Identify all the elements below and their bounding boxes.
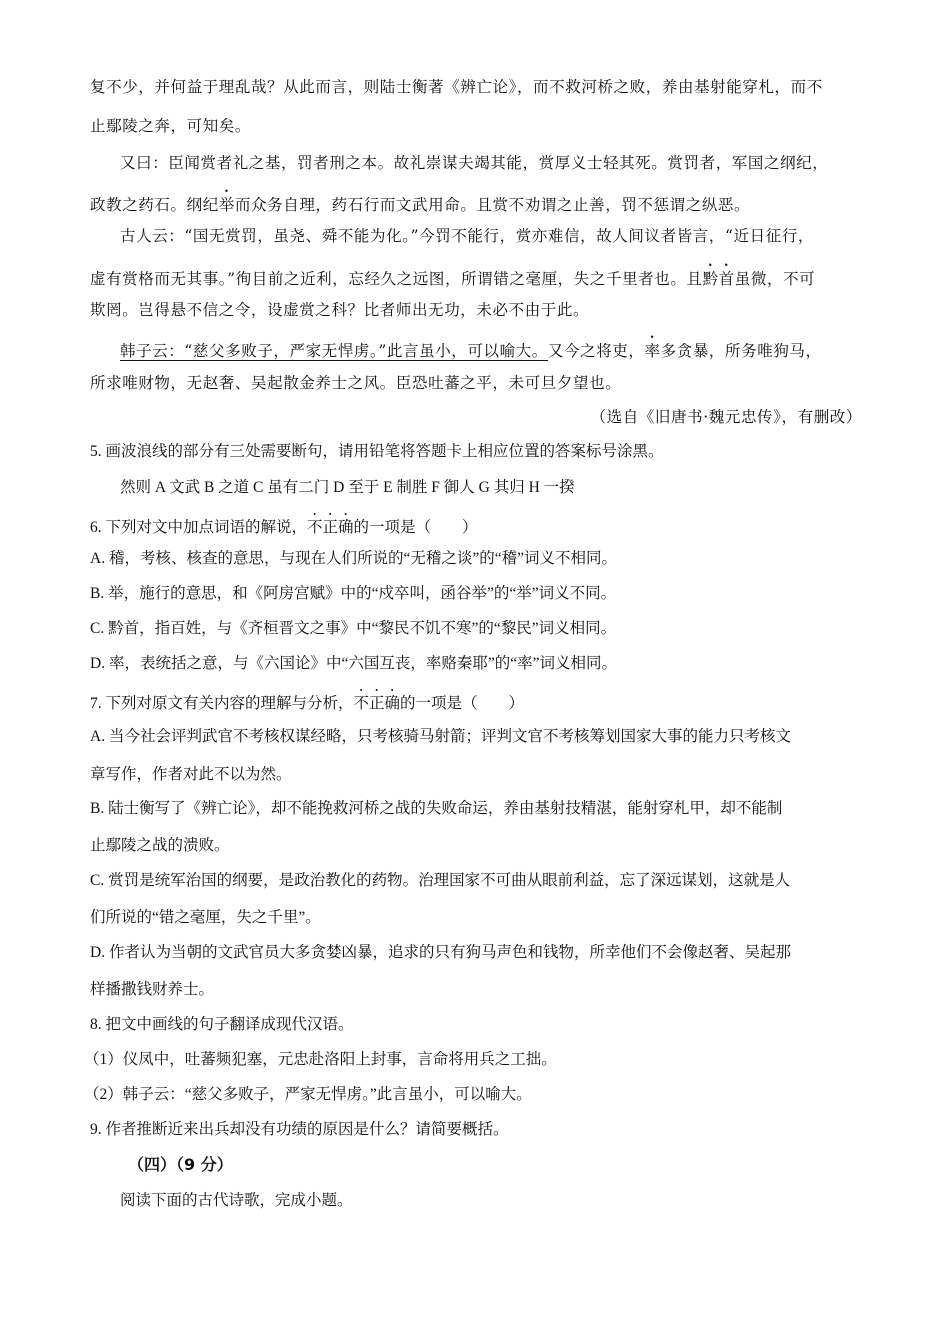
section-intro: 阅读下面的古代诗歌，完成小题。 (120, 1192, 353, 1209)
q6-option-c: C. 黔首，指百姓，与《齐桓晋文之事》中“黎民不饥不寒”的“黎民”词义相同。 (90, 620, 617, 637)
q6-option-b: B. 举，施行的意思，和《阿房宫赋》中的“戍卒叫，函谷举”的“举”词义不同。 (90, 585, 617, 602)
q7-option-c-line-2: 们所说的“错之毫厘，失之千里”。 (90, 909, 321, 926)
q7-option-b-line-1: B. 陆士衡写了《辨亡论》，却不能挽救河桥之战的失败命运，养由基射技精湛，能射穿札甲，却不能制 (90, 800, 783, 817)
section-heading: （四）（9 分） (128, 1155, 233, 1174)
passage-para4-line-1: 韩子云：“慈父多败子，严家无悍虏。”此言虽小，可以喻大。又今之将吏，率多贪暴，所务唯狗马， (120, 342, 822, 360)
passage-line-2: 止鄢陵之奔，可知矣。 (90, 117, 252, 135)
passage-line-1: 复不少，并何益于理乱哉？从此而言，则陆士衡著《辨亡论》，而不救河桥之败，养由基射能穿札，而不 (90, 78, 823, 96)
passage-para4-line-2: 所求唯财物，无赵奢、吴起散金养士之风。臣恐吐蕃之平，未可旦夕望也。 (90, 374, 622, 392)
passage-source: （选自《旧唐书·魏元忠传》，有删改） (590, 408, 862, 426)
passage-para3-line-3: 欺罔。岂得悬不信之令，设虚赏之科？比者师出无功，未必不由于此。 (90, 301, 590, 319)
q7-stem: 7. 下列对原文有关内容的理解与分析，不正确的一项是（ ） (90, 695, 525, 712)
underlined-sentence: 韩子云：“慈父多败子，严家无悍虏。”此言虽小，可以喻大。 (120, 342, 548, 360)
emphasis-not-correct: 不正确 (307, 519, 354, 536)
q6-option-d: D. 率，表统括之意，与《六国论》中“六国互丧，率赂秦耶”的“率”词义相同。 (90, 655, 617, 672)
q7-option-b-line-2: 止鄢陵之战的溃败。 (90, 837, 230, 854)
dotted-word-lv: 率 (644, 342, 661, 360)
passage-para2-line-2: 政教之药石。纲纪举而众务自理，药石行而文武用命。且赏不劝谓之止善，罚不惩谓之纵恶。 (90, 196, 751, 214)
q7-option-a-line-2: 章写作，作者对此不以为然。 (90, 766, 292, 783)
passage-para2-line-1: 又曰：臣闻赏者礼之基，罚者刑之本。故礼崇谋夫竭其能，赏厚义士轻其死。赏罚者，军国之纲纪， (120, 154, 829, 172)
q8-sentence-1: （1）仪凤中，吐蕃频犯塞，元忠赴洛阳上封事，言命将用兵之工拙。 (84, 1051, 557, 1068)
q5-sentence: 然则 A 文武 B 之道 C 虽有二门 D 至于 E 制胜 F 御人 G 其归 H 一揆 (120, 479, 575, 496)
dotted-word-ju: 举 (218, 196, 235, 214)
q6-stem: 6. 下列对文中加点词语的解说，不正确的一项是（ ） (90, 519, 478, 536)
emphasis-not-correct: 不正确 (353, 695, 401, 712)
dotted-word-qianshou: 黔首 (702, 270, 735, 288)
passage-para3-line-2: 虚有赏格而无其事。”徇目前之近利，忘经久之远图，所谓错之毫厘，失之千里者也。且黔首虽微，不可 (90, 270, 816, 288)
q7-option-d-line-2: 样播撒钱财养士。 (90, 981, 215, 998)
q7-option-d-line-1: D. 作者认为当朝的文武官员大多贪婪凶暴，追求的只有狗马声色和钱物，所幸他们不会像赵奢、吴起那 (90, 944, 791, 961)
q7-option-a-line-1: A. 当今社会评判武官不考核权谋经略，只考核骑马射箭；评判文官不考核筹划国家大事的能力只考核文 (90, 728, 791, 745)
q8-sentence-2: （2）韩子云：“慈父多败子，严家无悍虏。”此言虽小，可以喻大。 (84, 1086, 532, 1103)
q7-option-c-line-1: C. 赏罚是统军治国的纲要，是政治教化的药物。治理国家不可曲从眼前利益，忘了深远谋划，这就是人 (90, 872, 791, 889)
q9-stem: 9. 作者推断近来出兵却没有功绩的原因是什么？请简要概括。 (90, 1121, 509, 1138)
q5-stem: 5. 画波浪线的部分有三处需要断句，请用铅笔将答题卡上相应位置的答案标号涂黑。 (90, 443, 664, 460)
q8-stem: 8. 把文中画线的句子翻译成现代汉语。 (90, 1016, 354, 1033)
q6-option-a: A. 稽，考核、核查的意思，与现在人们所说的“无稽之谈”的“稽”词义不相同。 (90, 550, 617, 567)
passage-para3-line-1: 古人云：“国无赏罚，虽尧、舜不能为化。”今罚不能行，赏亦难信，故人间议者皆言，“近日征行， (120, 227, 815, 245)
